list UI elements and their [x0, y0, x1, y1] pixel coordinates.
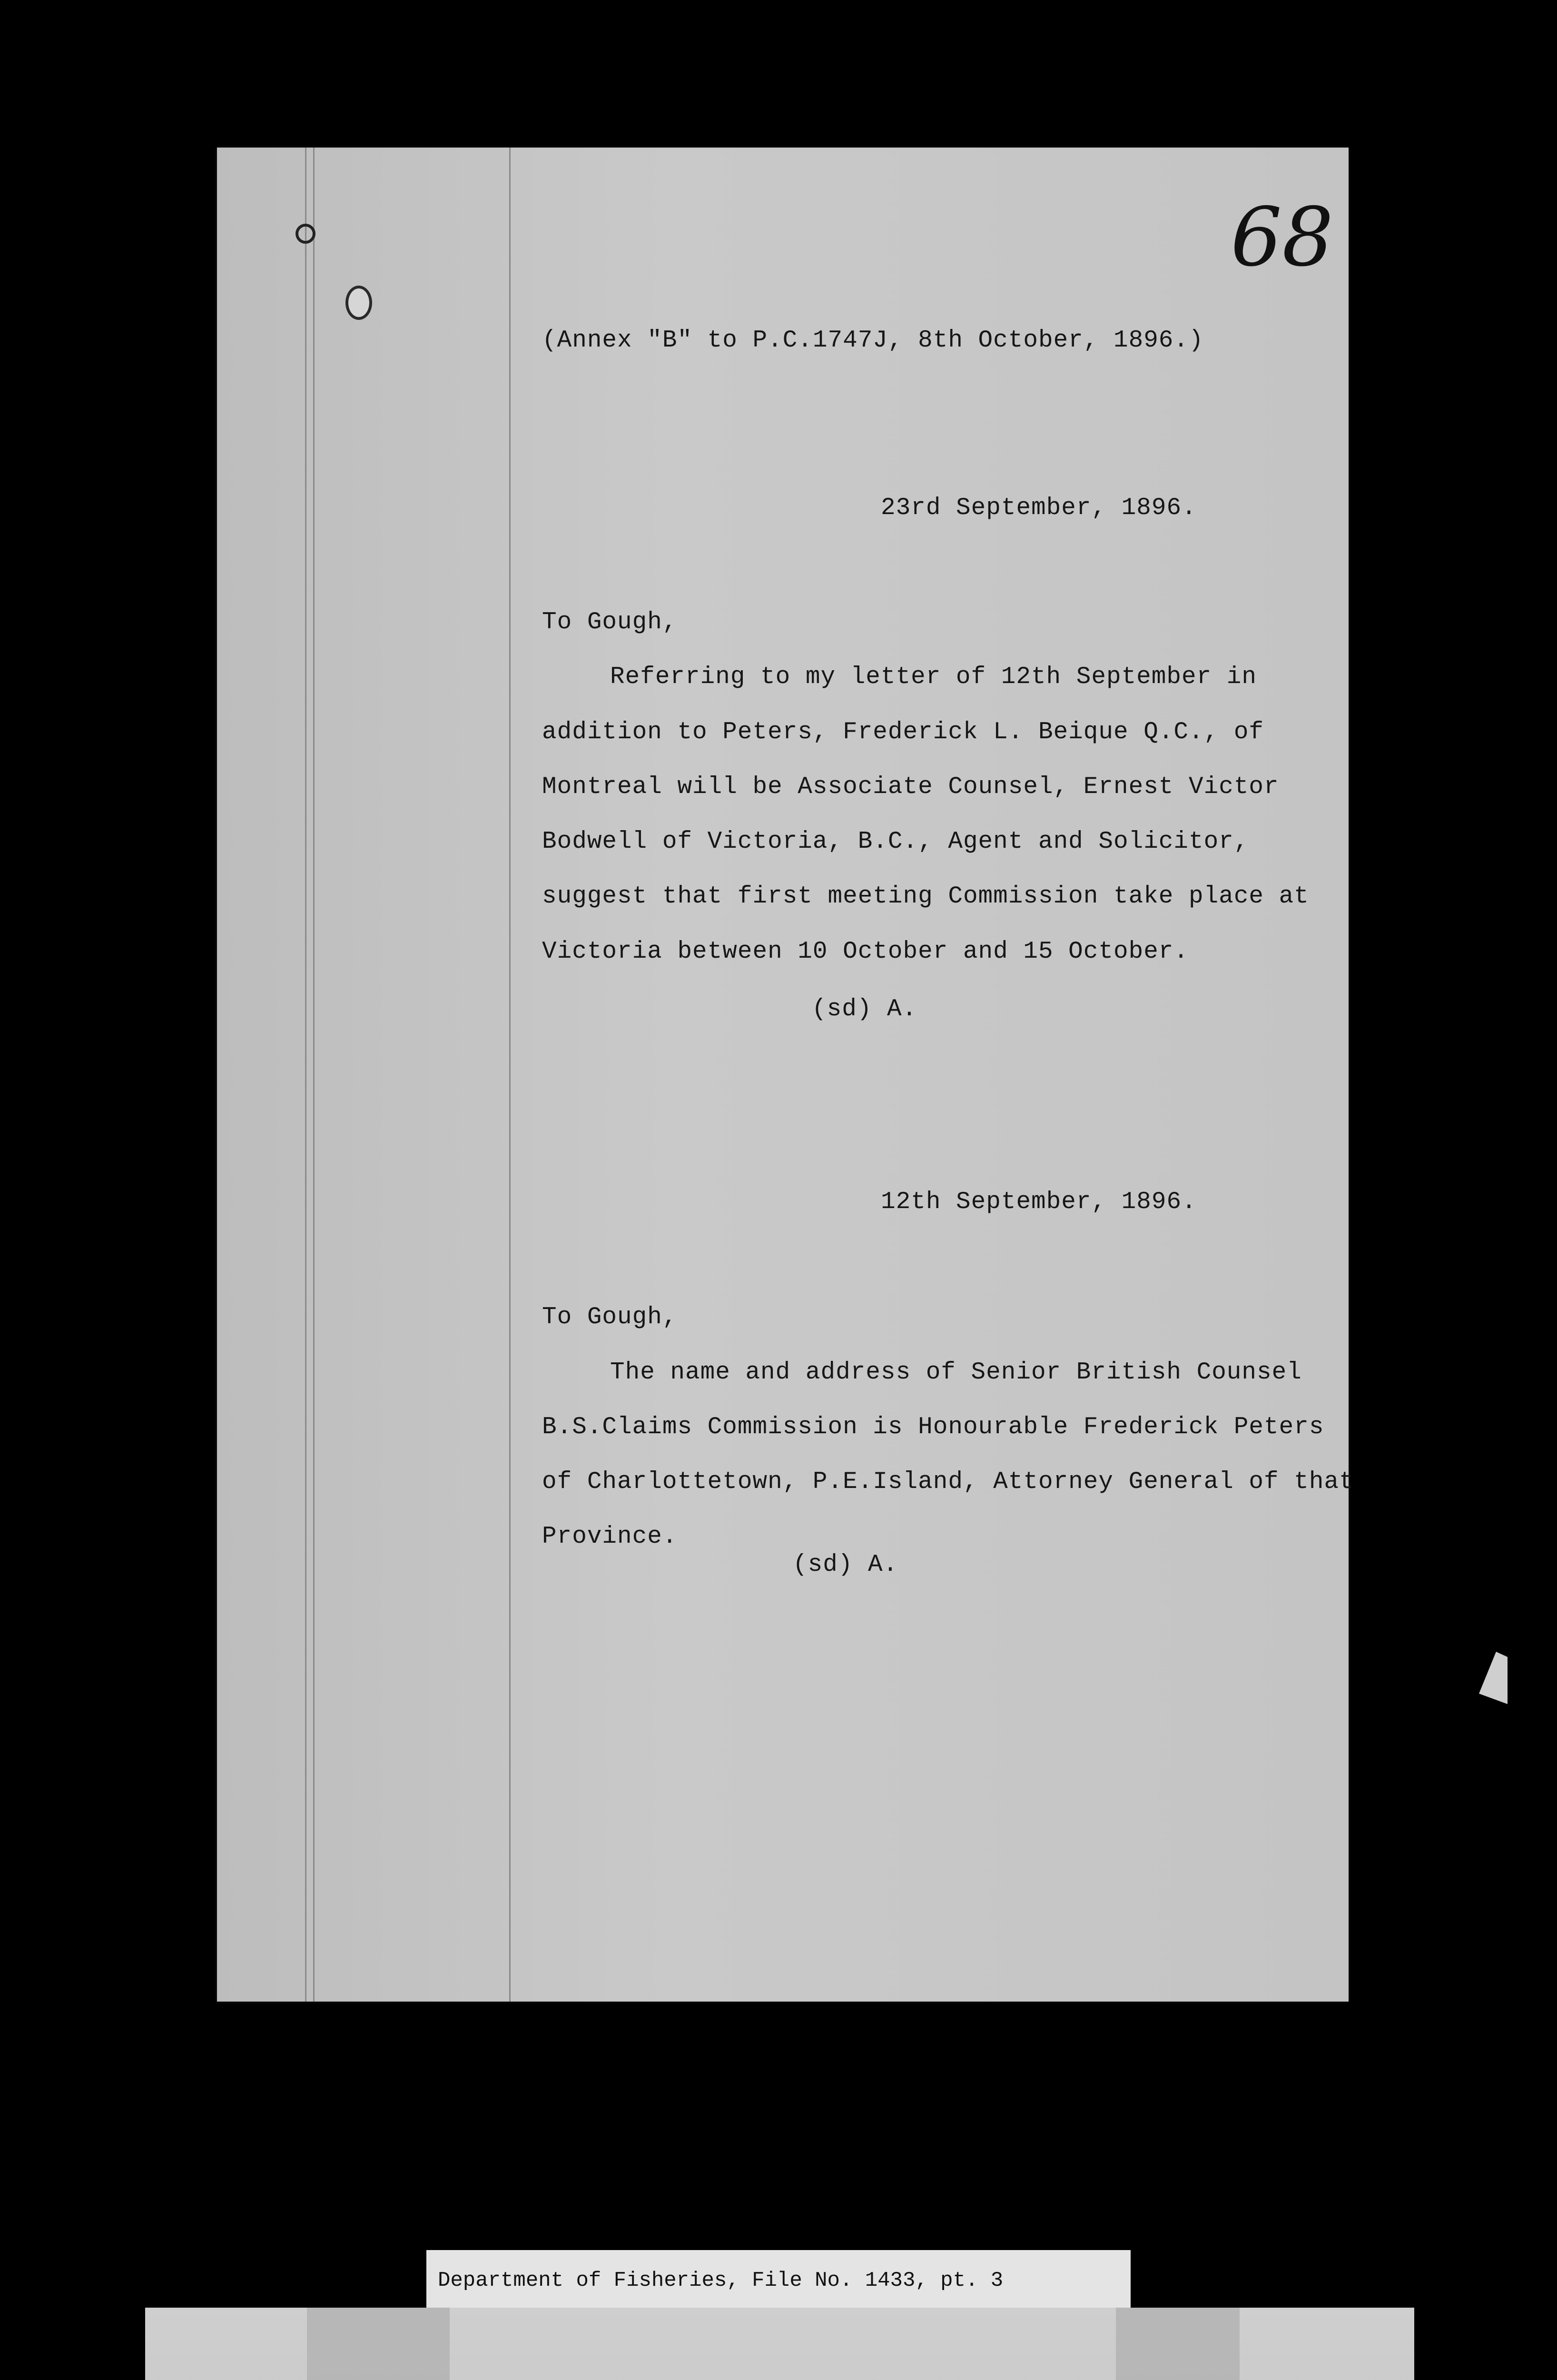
punch-mark-icon [296, 224, 315, 244]
telegram1-date: 23rd September, 1896. [881, 495, 1197, 522]
telegram1-signature: (sd) A. [812, 996, 917, 1023]
paper-scrap [1479, 1652, 1508, 1704]
punch-hole-icon [345, 286, 372, 320]
telegram1-line: Bodwell of Victoria, B.C., Agent and Solicitor, [542, 828, 1249, 855]
telegram2-date: 12th September, 1896. [881, 1189, 1197, 1216]
telegram1-line: suggest that first meeting Commission take place at [542, 883, 1309, 910]
telegram2-to: To Gough, [542, 1304, 678, 1331]
telegram1-line: Victoria between 10 October and 15 October. [542, 938, 1189, 965]
telegram2-line: B.S.Claims Commission is Honourable Frederick Peters [542, 1414, 1324, 1441]
telegram1-line: addition to Peters, Frederick L. Beique Q.C., of [542, 719, 1264, 746]
telegram1-line: Referring to my letter of 12th September in [610, 664, 1257, 691]
telegram1-to: To Gough, [542, 609, 678, 636]
tape-strip [1116, 2308, 1240, 2380]
archives-stamp [145, 2308, 1414, 2380]
telegram2-line: Province. [542, 1523, 678, 1550]
archive-reference-label: Department of Fisheries, File No. 1433, pt. 3 [426, 2250, 1131, 2311]
telegram2-signature: (sd) A. [793, 1551, 898, 1578]
margin-rule [509, 148, 511, 2002]
folio-number: 68 [1231, 190, 1334, 285]
tape-strip [307, 2308, 450, 2380]
telegram1-line: Montreal will be Associate Counsel, Ernest Victor [542, 774, 1279, 801]
telegram2-line: of Charlottetown, P.E.Island, Attorney General of that [542, 1468, 1354, 1496]
telegram2-line: The name and address of Senior British Counsel [610, 1359, 1302, 1386]
margin-rule [313, 148, 315, 2002]
annex-header: (Annex "B" to P.C.1747J, 8th October, 1896.) [542, 327, 1204, 354]
margin-rule [305, 148, 306, 2002]
document-page [217, 148, 1354, 2002]
